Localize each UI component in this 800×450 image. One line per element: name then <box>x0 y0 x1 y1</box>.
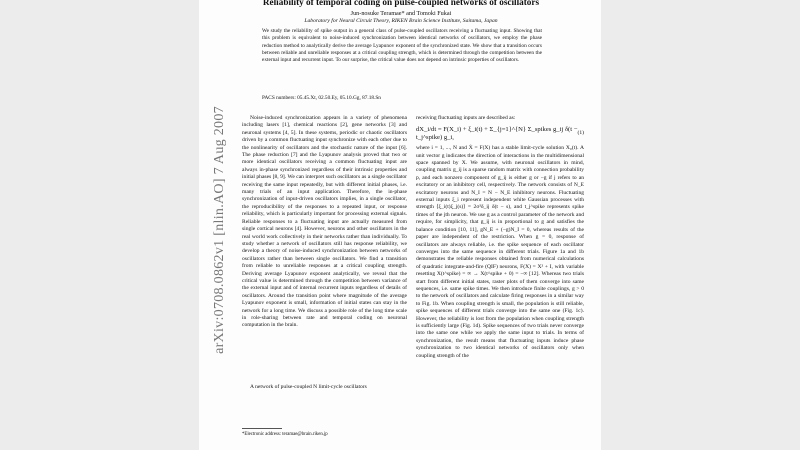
col2-lead: receiving fluctuating inputs are described as: <box>416 115 516 121</box>
equation-body: dX_i/dt = F(X_i) + ξ_i(t) + Σ_{j=1}^{N} Σ_spikes g_ij δ(t − t_j^spike) g_i, <box>416 126 578 141</box>
network-intro: A network of pulse-coupled N limit-cycle oscillators <box>250 384 367 390</box>
paper-title: Reliability of temporal coding on pulse-coupled networks of oscillators <box>262 0 540 7</box>
footnote-rule <box>242 428 282 429</box>
paper-authors: Jun-nosuke Teramae* and Tomoki Fukai <box>350 10 452 17</box>
model-description: where i = 1, ..., N and Ẋ = F(X) has a stable limit-cycle solution X₀(t). A unit vector g indicates the direction of interactions in the multidimensional space spanned by X. We assume, with neuronal oscillators in mind, coupling matrix g_ij is a sparse random matrix with connection probability p, and each nonzero component of g_ij is either g or −g if j refers to an excitatory or an inhibitory cell, respectively. The network consists of N_E excitatory neurons and N_I = N − N_E inhibitory neurons. Fluctuating external inputs ξ_i represent independent white Gaussian processes with strength ⟨ξ_i(t)ξ_j(s)⟩ = 2σ²δ_ij δ(t − s), and t_j^spike represents spike times of the jth neuron. We use g as a control parameter of the network and require, for simplicity, that g_ij is in proportional to g and satisfies the balance condition [10, 11], gN_E + (−g)N_I = 0, whereas results of the paper are independent of the restriction. When g = 0, response of oscillators are always reliable, i.e. the spike sequence of each oscillator converges into the same sequence in different trials. Figure 1a and 1b demonstrates the reliable responses obtained from numerical calculations of quadratic integrate-and-fire (QIF) neurons, F(X) = X² + I, with variable resetting X(t^spike) = ∞ → X(t^spike + 0) = −∞ [12]. Whereas two trials start from different initial states, raster plots of them converge into same sequences, i.e. same spike times. We then introduce finite couplings, g > 0 to the network of oscillators and calculate firing responses in a similar way to Fig. 1b. When coupling strength is small, the population is still reliable, spike sequences of different trials converge into the same one (Fig. 1c). However, the reliability is lost from the population when coupling strength is sufficiently large (Fig. 1d). Spike sequences of two trials never converge into the same one while we apply the same input to trials. In terms of synchronization, the result means that fluctuating inputs induce phase synchronization to two identical networks of oscillators only when coupling strength of the <box>416 145 584 359</box>
intro-paragraph: Noise-induced synchronization appears in a variety of phenomena including lasers [1], chemical reactions [2], gene networks [3] and neuronal systems [4, 5]. In these systems, periodic or chaotic oscillators driven by a common fluctuating input synchronize with each other due to the nonlinearity of oscillators and the stochastic nature of the input [6]. The phase reduction [7] and the Lyapunov analysis proved that two or more identical oscillators receiving a common fluctuating input are always in-phase synchronized regardless of their intrinsic properties and initial phases [8, 9]. We can interpret such oscillators as a single oscillator receiving the same input repeatedly, but with different initial phases, i.e. many trials of an input application. Therefore, the in-phase synchronization of input-driven oscillators implies, in a single oscillator, the reproducibility of the responses to a repeated input, or response reliability, which is particularly important for processing external signals. Reliable responses to a fluctuating input are actually measured from single cortical neurons [4]. However, neurons and other oscillators in the real world work collectively in their networks rather than individually. To study whether a network of oscillators still has response reliability, we develop a theory of noise-induced synchronization between networks of oscillators rather than between single oscillators. We find a transition from reliable to unreliable responses at a critical coupling strength. Deriving average Lyapunov exponent analytically, we reveal that the critical value is determined through the competition between variance of the external input and of internal recurrent inputs regardless of details of oscillators. Around the transition point where magnitude of the average Lyapunov exponent is small, information of initial states can stay in the network for a long time. We discuss a possible role of the long time scale in role-sharing between rate and temporal coding on neuronal computation in the brain. <box>242 115 407 329</box>
paper-affiliation: Laboratory for Neural Circuit Theory, RIKEN Brain Science Institute, Saitama, Japan <box>304 18 498 24</box>
left-column <box>242 115 407 330</box>
equation-number: (1) <box>577 130 584 137</box>
arxiv-id: arXiv:0708.0862v1 [nlin.AO] 7 Aug 2007 <box>212 106 227 354</box>
right-column <box>416 115 584 360</box>
pacs-numbers: PACS numbers: 05.45.Xt, 02.50.Ey, 05.10.Gg, 87.18.Sn <box>262 95 381 101</box>
footnote: *Electronic address: teramae@brain.riken.jp <box>242 432 328 437</box>
arxiv-stamp <box>209 80 231 380</box>
equation-1 <box>416 126 584 141</box>
abstract: We study the reliability of spike output in a general class of pulse-coupled oscillators receiving a fluctuating input. Showing that this problem is equivalent to noise-induced synchronization between identical networks of oscillators, we employ the phase reduction method to analytically derive the average Lyapunov exponent of the synchronized state. We show that a transition occurs between reliable and unreliable responses at a critical coupling strength, which is determined through the competition between the external input and recurrent input. To our surprise, the critical value does not depend on intrinsic properties of oscillators. <box>262 28 542 64</box>
